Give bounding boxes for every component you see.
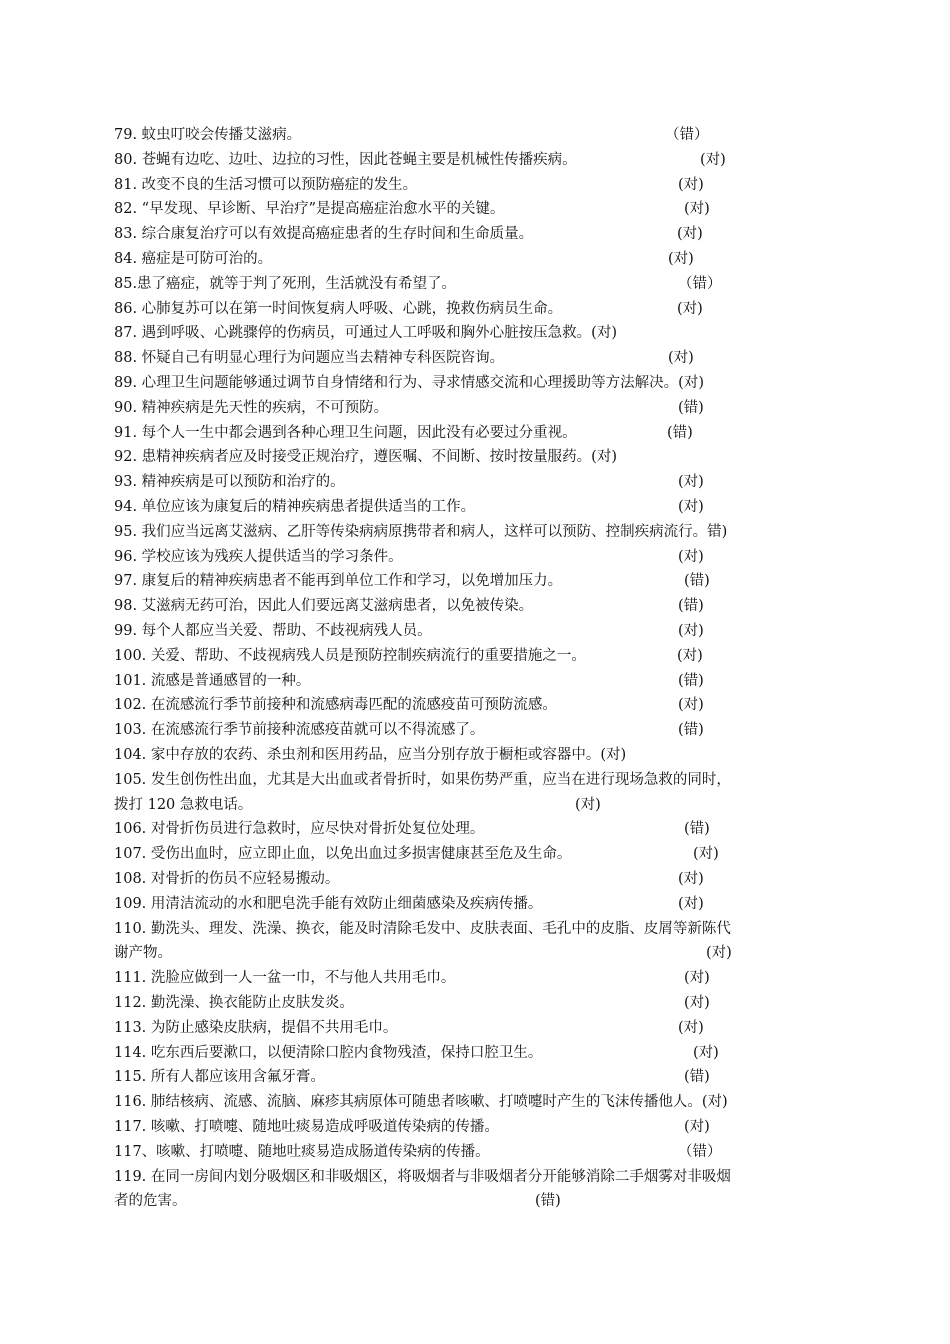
- answer-mark: (对): [684, 1119, 710, 1135]
- question-text: 99. 每个人都应当关爱、帮助、不歧视病残人员。: [114, 623, 432, 639]
- question-text: 108. 对骨折的伤员不应轻易搬动。: [114, 871, 340, 887]
- question-text: 104. 家中存放的农药、杀虫剂和医用药品，应当分别存放于橱柜或容器中。(对): [114, 747, 627, 763]
- question-text: 100. 关爱、帮助、不歧视病残人员是预防控制疾病流行的重要措施之一。: [114, 648, 586, 664]
- answer-mark: （错）: [665, 127, 709, 143]
- answer-mark: (对): [684, 970, 710, 986]
- question-text: 110. 勤洗头、理发、洗澡、换衣，能及时清除毛发中、皮肤表面、毛孔中的皮脂、皮屑等新陈代: [114, 921, 731, 937]
- question-text: 89. 心理卫生问题能够通过调节自身情绪和行为、寻求情感交流和心理援助等方法解决。(对): [114, 375, 704, 391]
- question-text: 106. 对骨折伤员进行急救时，应尽快对骨折处复位处理。: [114, 821, 485, 837]
- answer-mark: (对): [678, 474, 704, 490]
- question-text: 谢产物。: [114, 945, 172, 961]
- answer-mark: (错): [535, 1193, 561, 1209]
- answer-mark: (对): [700, 152, 726, 168]
- answer-mark: (对): [575, 797, 601, 813]
- question-text: 92. 患精神疾病者应及时接受正规治疗，遵医嘱、不间断、按时按量服药。(对): [114, 449, 617, 465]
- answer-mark: (错): [678, 400, 704, 416]
- question-text: 107. 受伤出血时，应立即止血，以免出血过多损害健康甚至危及生命。: [114, 846, 572, 862]
- answer-mark: (对): [678, 871, 704, 887]
- question-text: 96. 学校应该为残疾人提供适当的学习条件。: [114, 549, 403, 565]
- question-text: 90. 精神疾病是先天性的疾病，不可预防。: [114, 400, 389, 416]
- question-text: 94. 单位应该为康复后的精神疾病患者提供适当的工作。: [114, 499, 476, 515]
- question-text: 拨打 120 急救电话。: [114, 797, 253, 813]
- question-text: 116. 肺结核病、流感、流脑、麻疹其病原体可随患者咳嗽、打喷嚏时产生的飞沫传播他人。(对): [114, 1094, 728, 1110]
- question-text: 119. 在同一房间内划分吸烟区和非吸烟区，将吸烟者与非吸烟者分开能够消除二手烟雾对非吸烟: [114, 1169, 731, 1185]
- question-text: 82. “早发现、早诊断、早治疗”是提高癌症治愈水平的关键。: [114, 201, 505, 217]
- answer-mark: (对): [693, 846, 719, 862]
- answer-mark: (错): [678, 598, 704, 614]
- answer-mark: (对): [684, 995, 710, 1011]
- question-text: 103. 在流感流行季节前接种流感疫苗就可以不得流感了。: [114, 722, 485, 738]
- question-text: 98. 艾滋病无药可治，因此人们要远离艾滋病患者，以免被传染。: [114, 598, 534, 614]
- question-text: 87. 遇到呼吸、心跳骤停的伤病员，可通过人工呼吸和胸外心脏按压急救。(对): [114, 325, 617, 341]
- question-text: 97. 康复后的精神疾病患者不能再到单位工作和学习，以免增加压力。: [114, 573, 563, 589]
- question-text: 91. 每个人一生中都会遇到各种心理卫生问题，因此没有必要过分重视。: [114, 425, 577, 441]
- answer-mark: (对): [678, 177, 704, 193]
- answer-mark: (对): [706, 945, 732, 961]
- question-text: 80. 苍蝇有边吃、边吐、边拉的习性，因此苍蝇主要是机械性传播疾病。: [114, 152, 577, 168]
- answer-mark: (对): [677, 648, 703, 664]
- question-text: 102. 在流感流行季节前接种和流感病毒匹配的流感疫苗可预防流感。: [114, 697, 557, 713]
- answer-mark: (错): [684, 1069, 710, 1085]
- question-text: 84. 癌症是可防可治的。: [114, 251, 273, 267]
- question-text: 117、咳嗽、打喷嚏、随地吐痰易造成肠道传染病的传播。: [114, 1144, 490, 1160]
- answer-mark: (对): [678, 623, 704, 639]
- answer-mark: （错）: [678, 1144, 722, 1160]
- question-text: 105. 发生创伤性出血，尤其是大出血或者骨折时，如果伤势严重，应当在进行现场急救的同时，: [114, 772, 731, 788]
- question-text: 86. 心肺复苏可以在第一时间恢复病人呼吸、心跳，挽救伤病员生命。: [114, 301, 563, 317]
- answer-mark: (错): [678, 722, 704, 738]
- question-text: 112. 勤洗澡、换衣能防止皮肤发炎。: [114, 995, 354, 1011]
- answer-mark: (对): [678, 1020, 704, 1036]
- answer-mark: (错): [678, 673, 704, 689]
- question-text: 者的危害。: [114, 1193, 187, 1209]
- answer-mark: (对): [668, 350, 694, 366]
- question-text: 111. 洗脸应做到一人一盆一巾，不与他人共用毛巾。: [114, 970, 456, 986]
- question-text: 101. 流感是普通感冒的一种。: [114, 673, 311, 689]
- answer-mark: (对): [677, 301, 703, 317]
- question-text: 88. 怀疑自己有明显心理行为问题应当去精神专科医院咨询。: [114, 350, 505, 366]
- answer-mark: (错): [667, 425, 693, 441]
- answer-mark: (对): [668, 251, 694, 267]
- answer-mark: （错）: [678, 276, 722, 292]
- answer-mark: (错): [684, 573, 710, 589]
- question-text: 79. 蚊虫叮咬会传播艾滋病。: [114, 127, 302, 143]
- question-text: 85.患了癌症，就等于判了死刑，生活就没有希望了。: [114, 276, 457, 292]
- question-text: 81. 改变不良的生活习惯可以预防癌症的发生。: [114, 177, 418, 193]
- question-text: 109. 用清洁流动的水和肥皂洗手能有效防止细菌感染及疾病传播。: [114, 896, 543, 912]
- answer-mark: (对): [677, 226, 703, 242]
- answer-mark: (对): [693, 1045, 719, 1061]
- question-text: 83. 综合康复治疗可以有效提高癌症患者的生存时间和生命质量。: [114, 226, 534, 242]
- answer-mark: (错): [684, 821, 710, 837]
- answer-mark: (对): [678, 549, 704, 565]
- question-text: 95. 我们应当远离艾滋病、乙肝等传染病病原携带者和病人，这样可以预防、控制疾病流行。错): [114, 524, 728, 540]
- answer-mark: (对): [684, 201, 710, 217]
- question-text: 115. 所有人都应该用含氟牙膏。: [114, 1069, 325, 1085]
- question-text: 117. 咳嗽、打喷嚏、随地吐痰易造成呼吸道传染病的传播。: [114, 1119, 499, 1135]
- answer-mark: (对): [678, 896, 704, 912]
- question-text: 114. 吃东西后要漱口，以便清除口腔内食物残渣，保持口腔卫生。: [114, 1045, 543, 1061]
- question-text: 93. 精神疾病是可以预防和治疗的。: [114, 474, 345, 490]
- question-text: 113. 为防止感染皮肤病，提倡不共用毛巾。: [114, 1020, 398, 1036]
- answer-mark: (对): [678, 499, 704, 515]
- answer-mark: (对): [678, 697, 704, 713]
